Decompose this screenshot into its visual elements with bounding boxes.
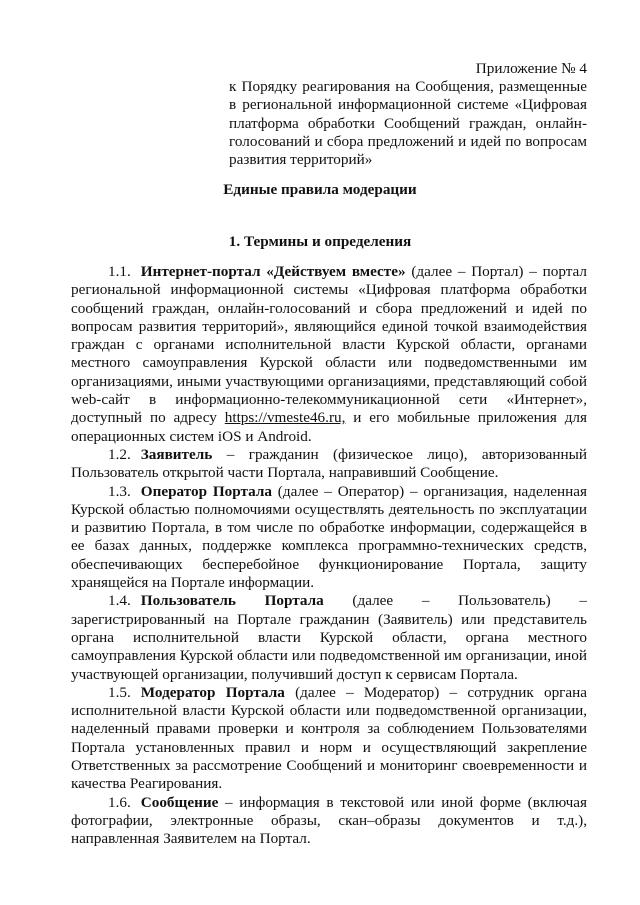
term-number: 1.5. xyxy=(108,683,131,701)
term-definition: (далее – Оператор) – организация, наделенная Курской областью полномочиями осуществлять деятельность по эксплуатации и развитию Портала, в том числе по обработке информации, содержащейся в ее базах данных, поддержке комплекса программно-технических средств, обеспечивающих бесперебойное функционирование Портала, защиту хранящейся на Портале информации. xyxy=(71,482,587,592)
appendix-body: к Порядку реагирования на Сообщения, размещенные в региональной информационной системе «Цифровая платформа обработки Сообщений граждан, онлайн-голосований и сбора предложений и идей по вопросам развития территорий» xyxy=(229,78,587,169)
term-definition: – гражданин (физическое лицо), авторизованный Пользователь открытой части Портала, направивший Сообщение. xyxy=(71,445,587,482)
term-number: 1.6. xyxy=(108,793,131,811)
appendix-title: Приложение № 4 xyxy=(475,60,587,77)
term-name: Пользователь Портала xyxy=(140,592,324,610)
term-number: 1.3. xyxy=(108,482,131,500)
term-definition: (далее – Портал) – портал региональной информационной системы «Цифровая платформа обработки сообщений граждан, онлайн-голосований и сбора предложений и идей по вопросам развития территорий», являющийся единой точкой взаимодействия граждан с органами исполнительной власти Курской области, органами местного самоуправления Курской области или подведомственными им организациями, иными участвующими организациями, представляющий собой web-сайт в информационно-телекоммуникационной сети «Интернет», доступный по адресу xyxy=(71,263,587,427)
term-paragraph-1-5 xyxy=(71,684,587,794)
terms-section xyxy=(71,263,587,849)
appendix-block xyxy=(229,60,587,169)
term-name: Заявитель xyxy=(140,445,213,463)
section-title: 1. Термины и определения xyxy=(228,233,412,250)
term-paragraph-1-2 xyxy=(71,446,587,483)
term-definition: (далее – Модератор) – сотрудник органа исполнительной власти Курской области или подведомственной организации, наделенный правами проверки и контроля за соблюдением Пользователями Портала установленных правил и норм и осуществляющий закрепление Ответственных за рассмотрение Сообщений и мониторинг своевременности и качества Реагирования. xyxy=(71,683,587,793)
portal-link[interactable]: https://vmeste46.ru, xyxy=(224,409,346,427)
term-name: Интернет-портал «Действуем вместе» xyxy=(140,263,406,280)
term-number: 1.2. xyxy=(108,445,131,463)
term-paragraph-1-3 xyxy=(71,483,587,593)
term-paragraph-1-1 xyxy=(71,263,587,446)
term-name: Модератор Портала xyxy=(140,683,285,701)
term-number: 1.1. xyxy=(108,263,131,280)
term-definition: – информация в текстовой или иной форме (включая фотографии, электронные образы, скан–образы документов и т.д.), направленная Заявителем на Портал. xyxy=(71,793,587,848)
term-name: Оператор Портала xyxy=(140,482,272,500)
term-name: Сообщение xyxy=(140,793,219,811)
term-number: 1.4. xyxy=(108,592,131,610)
term-definition-end: и его мобильные приложения для операционных систем iOS и Android. xyxy=(71,409,587,445)
term-paragraph-1-6 xyxy=(71,794,587,849)
term-definition: (далее – Пользователь) – зарегистрированный на Портале гражданин (Заявитель) или представитель органа исполнительной власти Курской области, органа местного самоуправления Курской области или подведомственной им организации, иной участвующей организации, получивший доступ к сервисам Портала. xyxy=(71,592,587,683)
document-title: Единые правила модерации xyxy=(223,181,417,198)
term-paragraph-1-4 xyxy=(71,592,587,683)
